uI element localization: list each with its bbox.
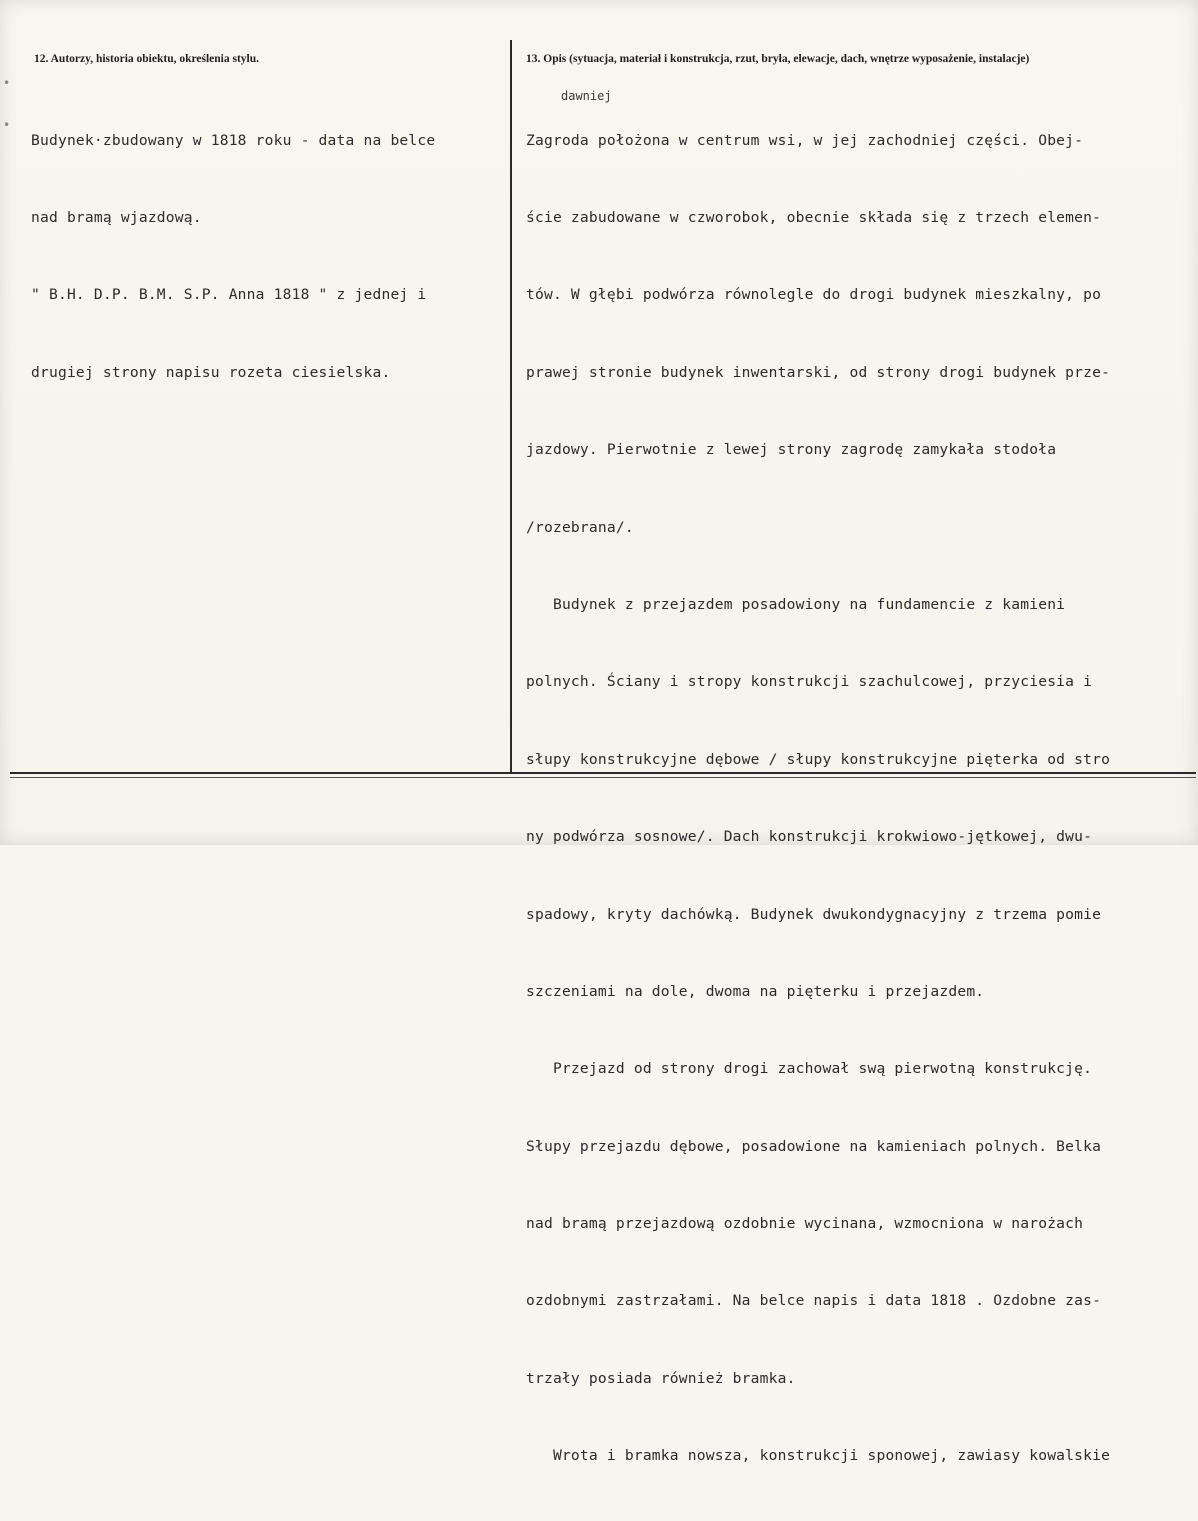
text-line: Wrota i bramka nowsza, konstrukcji sponowej, zawiasy kowalskie xyxy=(526,1447,1111,1465)
bottom-rule xyxy=(10,772,1196,774)
text-line: trzały posiada również bramka. xyxy=(526,1369,796,1387)
text-line: drugiej strony napisu rozeta ciesielska. xyxy=(31,363,391,381)
text-line: nad bramą przejazdową ozdobnie wycinana, wzmocniona w narożach xyxy=(526,1215,1084,1233)
section-13-text xyxy=(526,76,1110,1521)
text-line: " B.H. D.P. B.M. S.P. Anna 1818 " z jednej i xyxy=(31,286,427,304)
text-line: tów. W głębi podwórza równolegle do drogi budynek mieszkalny, po xyxy=(526,286,1102,304)
section-13-heading: 13. Opis (sytuacja, materiał i konstrukcja, rzut, bryła, elewacje, dach, wnętrze wyposażenie, instalacje) xyxy=(526,53,1030,65)
text-line: Budynek z przejazdem posadowiony na fundamencie z kamieni xyxy=(526,595,1066,613)
text-line: szczeniami na dole, dwoma na pięterku i przejazdem. xyxy=(526,982,985,1000)
text-line: Przejazd od strony drogi zachował swą pierwotną konstrukcję. xyxy=(526,1060,1093,1078)
section-12-text xyxy=(31,76,435,437)
text-line: ozdobnymi zastrzałami. Na belce napis i data 1818 . Ozdobne zas- xyxy=(526,1292,1102,1310)
section-12-heading: 12. Autorzy, historia obiektu, określenia stylu. xyxy=(34,53,260,65)
text-line: Słupy przejazdu dębowe, posadowione na kamieniach polnych. Belka xyxy=(526,1137,1102,1155)
text-line: słupy konstrukcyjne dębowe / słupy konstrukcyjne pięterka od stro xyxy=(526,750,1111,768)
text-line: spadowy, kryty dachówką. Budynek dwukondygnacyjny z trzema pomie xyxy=(526,905,1102,923)
text-line: ny podwórza sosnowe/. Dach konstrukcji krokwiowo-jętkowej, dwu- xyxy=(526,828,1093,846)
text-line: Budynek·zbudowany w 1818 roku - data na belce xyxy=(31,131,436,149)
bottom-rule-secondary xyxy=(10,777,1196,778)
column-divider xyxy=(510,40,512,772)
text-line: /rozebrana/. xyxy=(526,518,634,536)
overtyped-word: dawniej xyxy=(561,89,612,103)
margin-mark: • xyxy=(3,76,11,90)
text-line: nad bramą wjazdową. xyxy=(31,208,202,226)
text-line: ście zabudowane w czworobok, obecnie składa się z trzech elemen- xyxy=(526,208,1102,226)
text-line: Zagroda położona w centrum wsi, w jej zachodniej części. Obej- xyxy=(526,131,1084,149)
text-line: polnych. Ściany i stropy konstrukcji szachulcowej, przyciesia i xyxy=(526,673,1093,691)
text-line: jazdowy. Pierwotnie z lewej strony zagrodę zamykała stodoła xyxy=(526,441,1057,459)
text-line: prawej stronie budynek inwentarski, od strony drogi budynek prze- xyxy=(526,363,1111,381)
margin-mark: • xyxy=(3,118,11,132)
